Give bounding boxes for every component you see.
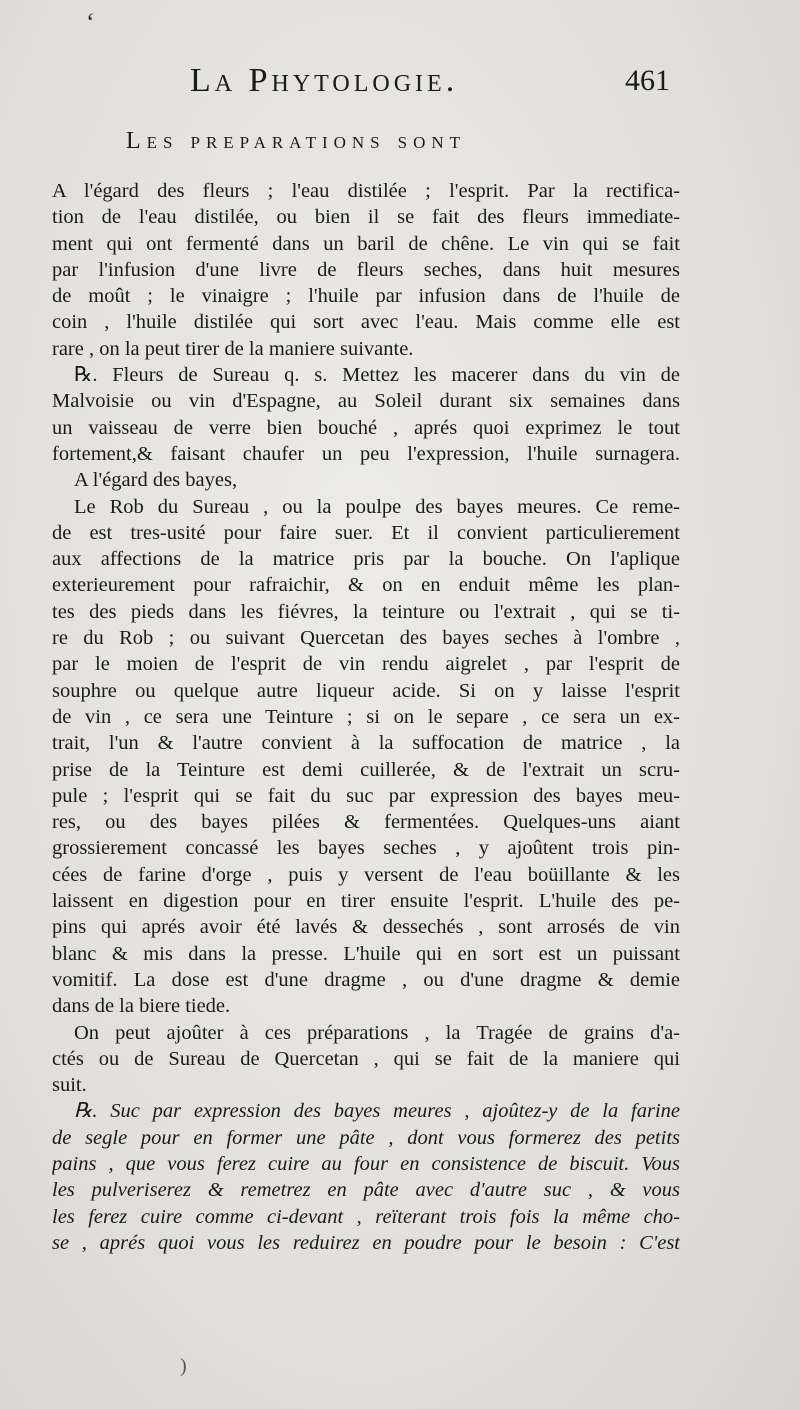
text-line: se , aprés quoi vous les reduirez en poudre pour le besoin : C'est: [52, 1231, 680, 1254]
text-line: vomitif. La dose est d'une dragme , ou d'une dragme & demie: [52, 968, 680, 991]
text-line: de moût ; le vinaigre ; l'huile par infusion dans de l'huile de: [52, 285, 680, 308]
text-line: Malvoisie ou vin d'Espagne, au Soleil durant six semaines dans: [52, 390, 680, 413]
text-line: un vaisseau de verre bien bouché , aprés quoi exprimez le tout: [52, 416, 680, 439]
section-heading: Les preparations sont: [126, 128, 467, 154]
body-text: [52, 178, 680, 1256]
text-line: ctés ou de Sureau de Quercetan , qui se fait de la maniere qui: [52, 1047, 680, 1070]
text-line: de vin , ce sera une Teinture ; si on le separe , ce sera un ex-: [52, 705, 680, 728]
running-head: [190, 62, 670, 102]
text-line: laissent en digestion pour en tirer ensuite l'esprit. L'huile des pe-: [52, 890, 680, 913]
text-line: tion de l'eau distilée, ou bien il se fait des fleurs immediate-: [52, 206, 680, 229]
text-line: les ferez cuire comme ci-devant , reïterant trois fois la même cho-: [52, 1205, 680, 1228]
text-line: rare , on la peut tirer de la maniere suivante.: [52, 337, 414, 360]
text-line: par le moien de l'esprit de vin rendu aigrelet , par l'esprit de: [52, 653, 680, 676]
page-number: 461: [625, 64, 670, 97]
text-line: re du Rob ; ou suivant Quercetan des bayes seches à l'ombre ,: [52, 627, 680, 650]
paragraph: [52, 467, 680, 493]
text-line: souphre ou quelque autre liqueur acide. Si on y laisse l'esprit: [52, 679, 680, 702]
text-line: res, ou des bayes pilées & fermentées. Quelques-uns aiant: [52, 811, 680, 834]
ink-mark: ʻ: [86, 8, 95, 37]
text-line: blanc & mis dans la presse. L'huile qui en sort est un puissant: [52, 942, 680, 965]
text-line: A l'égard des bayes,: [74, 469, 238, 492]
text-line: ℞. Fleurs de Sureau q. s. Mettez les macerer dans du vin de: [74, 364, 680, 387]
text-line: les pulveriserez & remetrez en pâte avec d'autre suc , & vous: [52, 1179, 680, 1202]
text-line: trait, l'un & l'autre convient à la suffocation de matrice , la: [52, 732, 680, 755]
text-line: par l'infusion d'une livre de fleurs seches, dans huit mesures: [52, 258, 680, 281]
running-head-title: La Phytologie.: [190, 62, 459, 99]
ink-speck: ): [180, 1355, 187, 1377]
recipe-paragraph: [52, 1098, 680, 1256]
text-line: Le Rob du Sureau , ou la poulpe des bayes meures. Ce reme-: [74, 495, 680, 518]
text-line: On peut ajoûter à ces préparations , la Tragée de grains d'a-: [74, 1021, 680, 1044]
text-line: grossierement concassé les bayes seches , y ajoûtent trois pin-: [52, 837, 680, 860]
text-line: pains , que vous ferez cuire au four en consistence de biscuit. Vous: [52, 1152, 680, 1175]
paragraph: [52, 178, 680, 362]
text-line: de segle pour en former une pâte , dont vous formerez des petits: [52, 1126, 680, 1149]
text-line: coin , l'huile distilée qui sort avec l'eau. Mais comme elle est: [52, 311, 680, 334]
paragraph: [52, 362, 680, 467]
text-line: exterieurement pour rafraichir, & on en enduit même les plan-: [52, 574, 680, 597]
text-line: pins qui aprés avoir été lavés & dessechés , sont arrosés de vin: [52, 916, 680, 939]
text-line: dans de la biere tiede.: [52, 995, 231, 1018]
text-line: fortement,& faisant chaufer un peu l'expression, l'huile surnagera.: [52, 442, 680, 465]
text-line: A l'égard des fleurs ; l'eau distilée ; l'esprit. Par la rectifica-: [52, 180, 680, 202]
text-line: aux affections de la matrice pris par la bouche. On l'aplique: [52, 548, 680, 571]
text-line: suit.: [52, 1074, 87, 1097]
text-line: tes des pieds dans les fiévres, la teinture ou l'extrait , qui se ti-: [52, 600, 680, 623]
text-line: cées de farine d'orge , puis y versent de l'eau boüillante & les: [52, 863, 680, 886]
text-line: pule ; l'esprit qui se fait du suc par expression des bayes meu-: [52, 784, 680, 807]
text-line: de est tres-usité pour faire suer. Et il convient particulierement: [52, 521, 680, 544]
text-line: ment qui ont fermenté dans un baril de chêne. Le vin qui se fait: [52, 232, 680, 255]
paragraph: [52, 1020, 680, 1099]
text-line: ℞. Suc par expression des bayes meures , ajoûtez-y de la farine: [74, 1100, 680, 1123]
text-line: prise de la Teinture est demi cuillerée, & de l'extrait un scru-: [52, 758, 680, 781]
paragraph: [52, 494, 680, 1020]
